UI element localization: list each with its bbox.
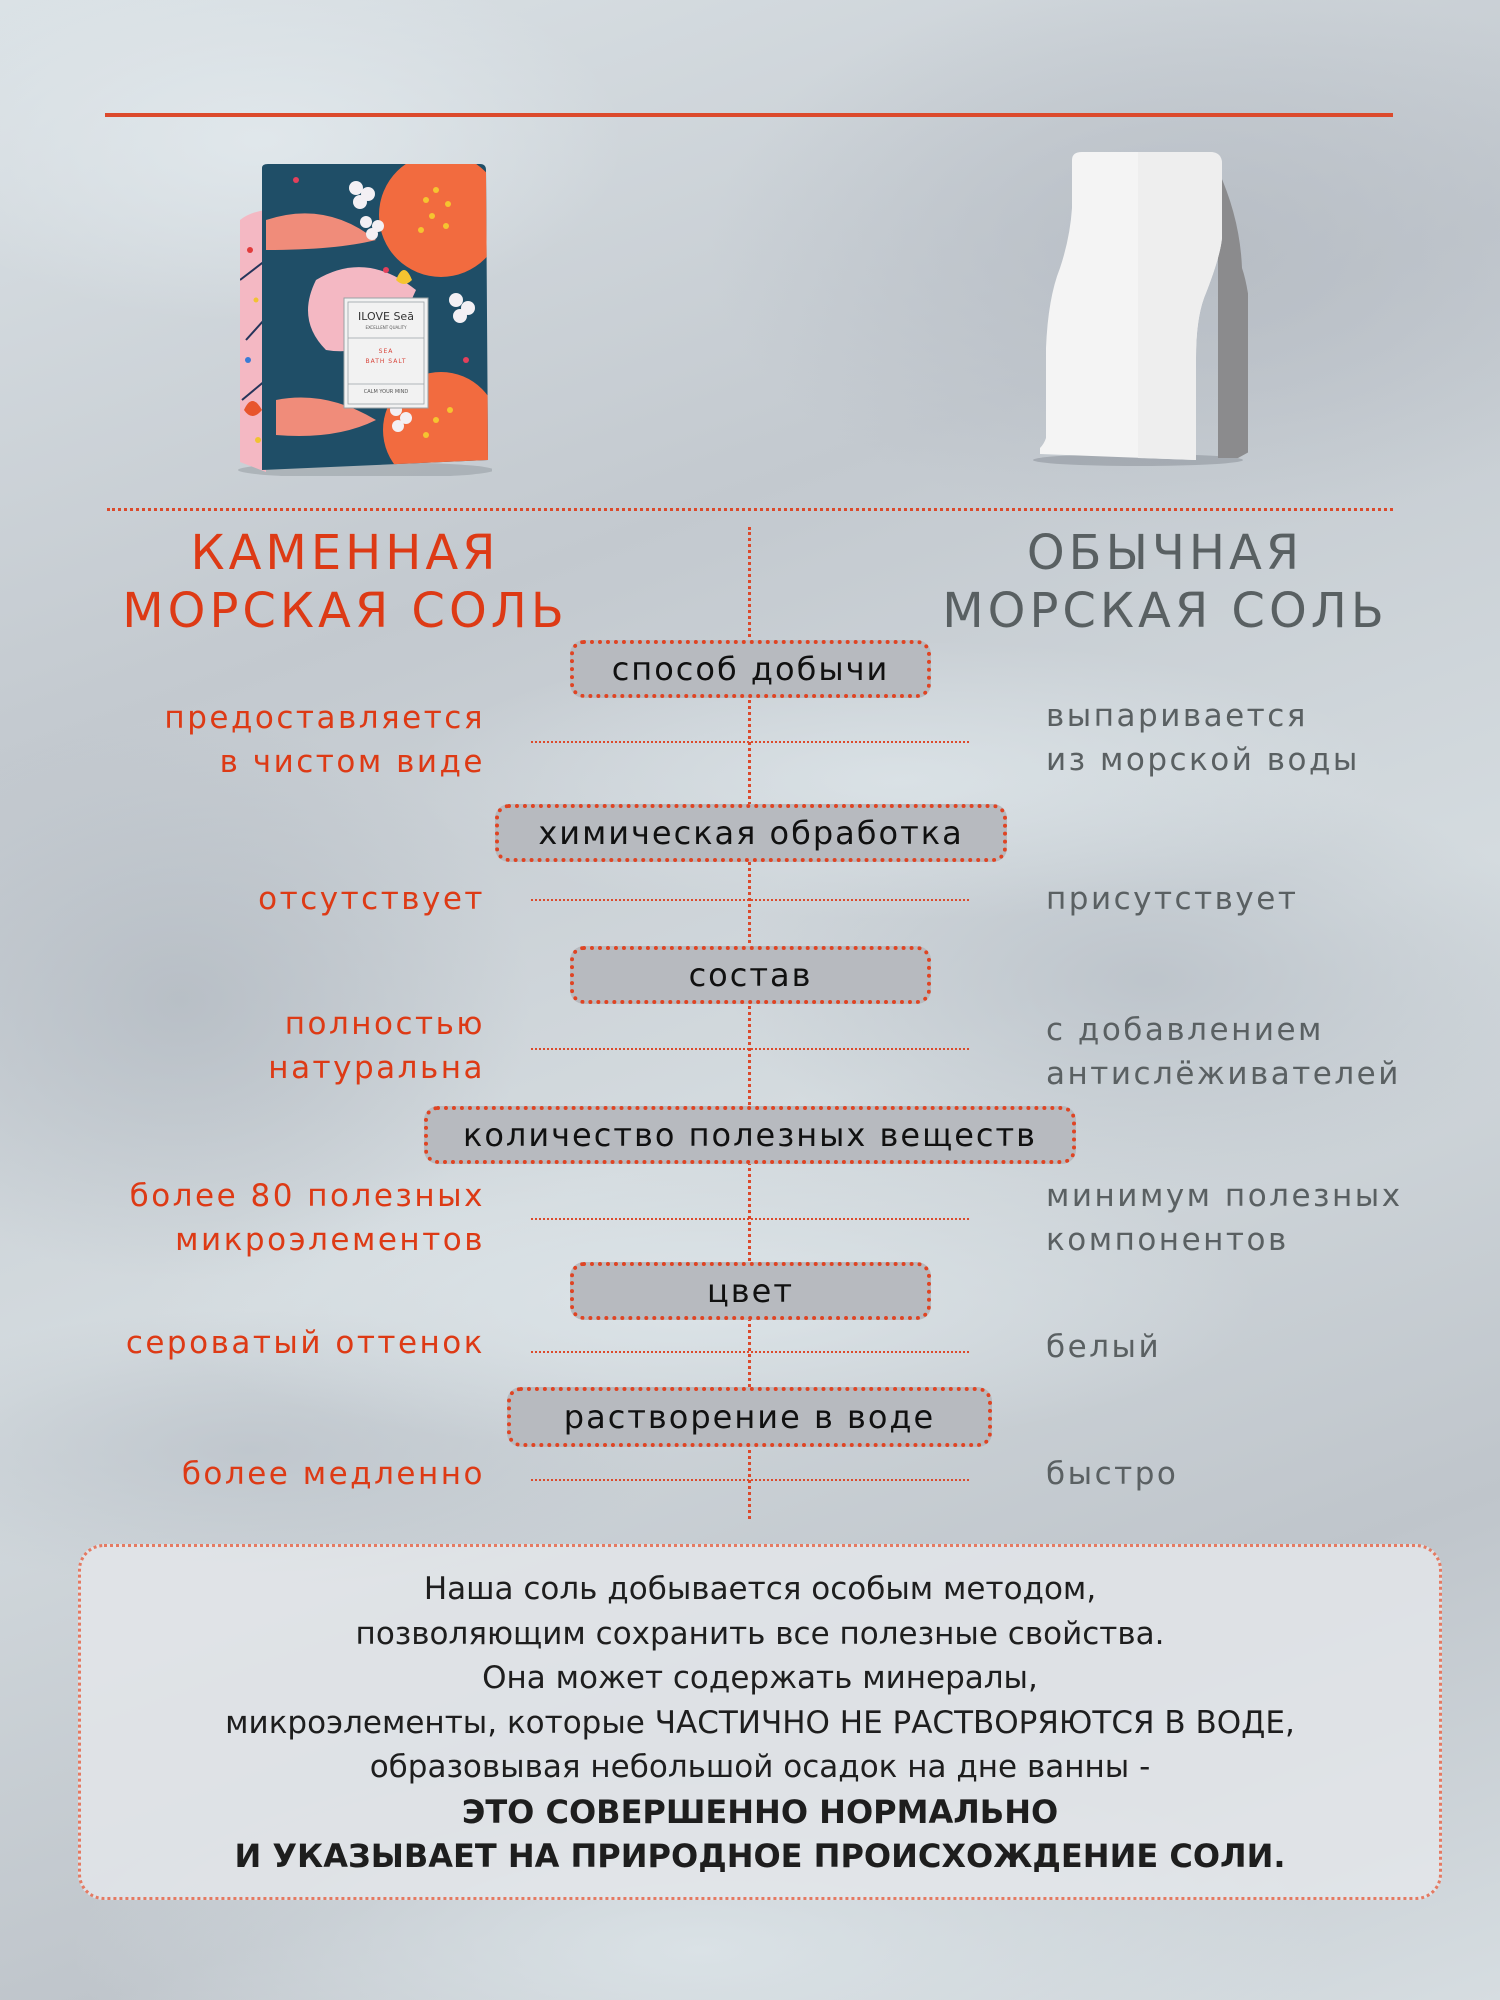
header-stone-salt-line2: МОРСКАЯ СОЛЬ <box>122 583 568 639</box>
row-connector <box>531 741 969 743</box>
bag-label-brand: ILOVE Seā <box>358 310 414 323</box>
value-line: в чистом виде <box>219 744 485 780</box>
stone-salt-dissolution-value <box>182 1452 485 1496</box>
value-line: более 80 полезных <box>129 1178 485 1214</box>
criterion-extraction-method: способ добычи <box>570 640 931 698</box>
stone-salt-treatment-value <box>258 877 485 921</box>
value-line: более медленно <box>181 1456 485 1492</box>
row-connector <box>531 1479 969 1481</box>
stone-salt-nutrients-value <box>130 1174 485 1262</box>
regular-salt-color-value <box>1046 1325 1161 1369</box>
value-line: полностью <box>284 1006 485 1042</box>
regular-salt-composition-value <box>1046 1008 1401 1096</box>
product-image-stone-salt <box>236 160 492 476</box>
row-connector <box>531 899 969 901</box>
bag-label-product-line1: SEA <box>378 348 394 355</box>
stone-salt-color-value <box>126 1321 485 1365</box>
value-line: из морской воды <box>1046 742 1360 778</box>
value-line: антислёживателей <box>1046 1056 1401 1092</box>
note-line: образовывая небольшой осадок на дне ванны - <box>369 1749 1151 1785</box>
row-connector <box>531 1218 969 1220</box>
criterion-nutrient-amount: количество полезных веществ <box>424 1106 1076 1164</box>
regular-salt-treatment-value <box>1046 877 1298 921</box>
product-image-regular-salt <box>1028 148 1248 468</box>
note-bold-line: И УКАЗЫВАЕТ НА ПРИРОДНОЕ ПРОИСХОЖДЕНИЕ СОЛИ. <box>234 1837 1286 1875</box>
value-line: выпаривается <box>1046 698 1308 734</box>
section-divider <box>107 508 1393 511</box>
header-regular-salt <box>900 524 1430 640</box>
white-bag-icon <box>1028 148 1248 468</box>
value-line: отсутствует <box>258 881 485 917</box>
criterion-chemical-treatment: химическая обработка <box>495 804 1007 862</box>
row-connector <box>531 1351 969 1353</box>
stone-salt-extraction-value <box>164 696 485 784</box>
criterion-color: цвет <box>570 1262 931 1320</box>
note-line: Она может содержать минералы, <box>482 1660 1038 1696</box>
value-line: сероватый оттенок <box>125 1325 485 1361</box>
header-stone-salt <box>80 524 610 640</box>
value-line: с добавлением <box>1046 1012 1324 1048</box>
note-line: микроэлементы, которые ЧАСТИЧНО НЕ РАСТВОРЯЮТСЯ В ВОДЕ, <box>225 1704 1295 1741</box>
regular-salt-extraction-value <box>1046 694 1360 782</box>
regular-salt-dissolution-value <box>1046 1452 1178 1496</box>
regular-salt-nutrients-value <box>1046 1174 1403 1262</box>
stone-salt-composition-value <box>268 1002 485 1090</box>
info-note-box <box>78 1544 1442 1900</box>
value-line: присутствует <box>1046 881 1299 917</box>
value-line: минимум полезных <box>1046 1178 1403 1214</box>
header-stone-salt-line1: КАМЕННАЯ <box>190 525 500 581</box>
note-bold-line: ЭТО СОВЕРШЕННО НОРМАЛЬНО <box>461 1792 1059 1831</box>
value-line: компонентов <box>1046 1222 1289 1258</box>
value-line: микроэлементов <box>175 1222 485 1258</box>
row-connector <box>531 1048 969 1050</box>
value-line: натуральна <box>268 1050 485 1086</box>
bag-label-tagline: EXCELLENT QUALITY <box>365 325 407 330</box>
bag-label-product-line2: BATH SALT <box>365 358 407 365</box>
bag-label-slogan: CALM YOUR MIND <box>363 389 409 395</box>
note-line: Наша соль добывается особым методом, <box>423 1571 1097 1607</box>
note-line: позволяющим сохранить все полезные свойства. <box>355 1615 1165 1652</box>
value-line: предоставляется <box>164 700 485 736</box>
value-line: быстро <box>1046 1456 1179 1492</box>
header-regular-salt-line2: МОРСКАЯ СОЛЬ <box>942 583 1388 639</box>
top-divider <box>105 113 1393 117</box>
criterion-dissolution: растворение в воде <box>507 1387 992 1447</box>
value-line: белый <box>1046 1329 1162 1365</box>
criterion-composition: состав <box>570 946 931 1004</box>
header-regular-salt-line1: ОБЫЧНАЯ <box>1026 525 1304 581</box>
